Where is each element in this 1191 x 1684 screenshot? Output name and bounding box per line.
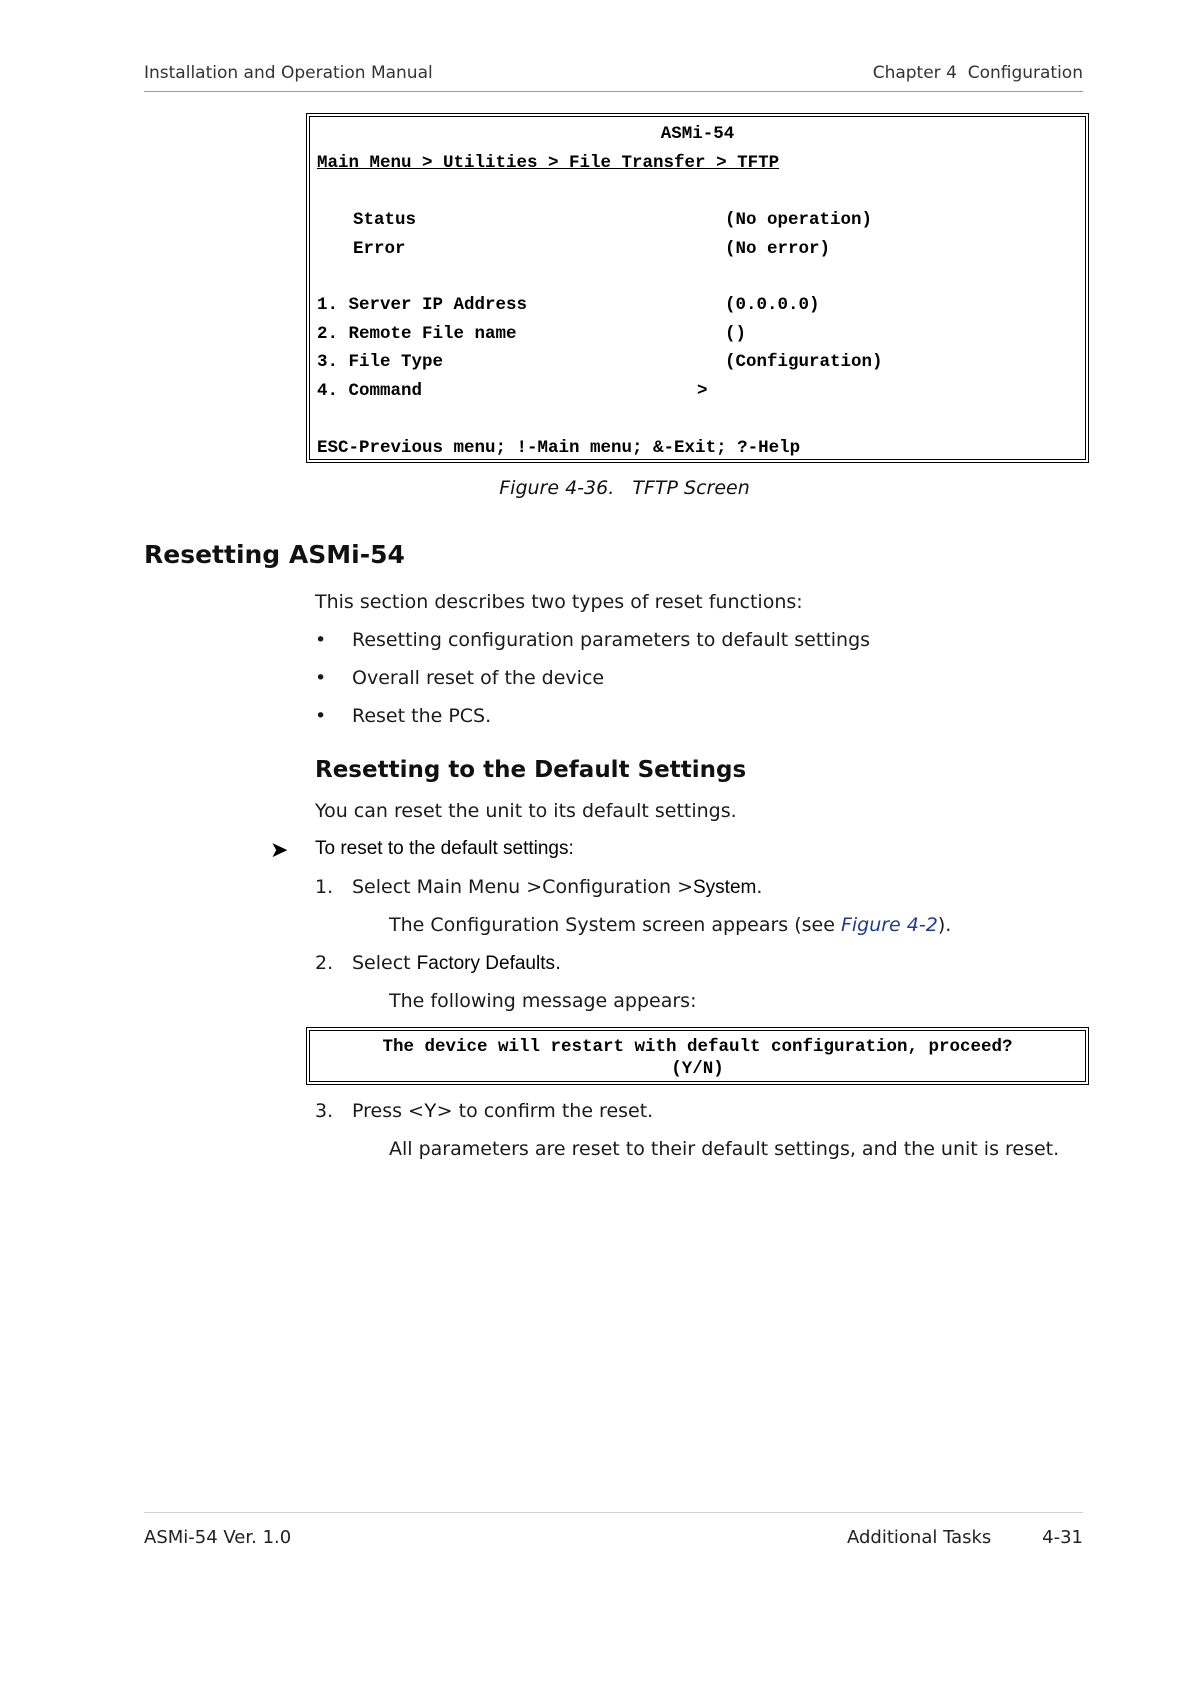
figure-number: Figure 4-36.	[499, 477, 615, 499]
terminal-footer-keys: ESC-Previous menu; !-Main menu; &-Exit; ?-Help	[317, 438, 801, 458]
header-chapter: Chapter 4 Configuration	[872, 63, 1083, 83]
step-text: Select	[352, 952, 417, 974]
procedure-title: To reset to the default settings:	[315, 838, 574, 859]
step-suffix: .	[554, 952, 562, 974]
figure-link[interactable]: Figure 4-2	[840, 914, 938, 936]
terminal-breadcrumb: Main Menu > Utilities > File Transfer > TFTP	[317, 153, 780, 173]
step-suffix: > to confirm the reset.	[436, 1100, 654, 1122]
page-header	[144, 63, 1083, 92]
menu-item-remote-file: 2. Remote File name	[317, 324, 517, 344]
menu-item-command: 4. Command	[317, 381, 423, 401]
step-text: Press <	[352, 1100, 424, 1122]
step-emphasis: System	[693, 877, 757, 898]
step-3-note: All parameters are reset to their default settings, and the unit is reset.	[389, 1138, 1060, 1160]
bullet-mark: •	[315, 629, 327, 651]
bullet-item: Overall reset of the device	[352, 667, 605, 689]
page-footer	[144, 1512, 1083, 1548]
note-text: The Configuration System screen appears (see	[389, 914, 841, 936]
menu-item-server-ip: 1. Server IP Address	[317, 295, 528, 315]
error-label: Error	[353, 239, 406, 259]
message-line-2: (Y/N)	[671, 1059, 724, 1079]
step-number: 3.	[315, 1100, 334, 1122]
step-text: Select Main Menu >Configuration >	[352, 876, 693, 898]
tftp-terminal-screen	[306, 113, 1089, 463]
header-manual-title: Installation and Operation Manual	[144, 63, 433, 83]
procedure-arrow-icon: ➤	[270, 838, 289, 863]
step-1-note	[389, 914, 951, 936]
footer-page-number: 4-31	[1042, 1527, 1083, 1548]
status-label: Status	[353, 210, 417, 230]
bullet-mark: •	[315, 667, 327, 689]
step-3-text	[352, 1100, 653, 1123]
step-emphasis: Y	[423, 1101, 437, 1122]
bullet-item: Resetting configuration parameters to default settings	[352, 629, 871, 651]
bullet-item: Reset the PCS.	[352, 705, 492, 727]
server-ip-value: (0.0.0.0)	[725, 295, 820, 315]
section-intro: This section describes two types of reset functions:	[315, 591, 803, 613]
status-value: (No operation)	[725, 210, 873, 230]
subsection-title: Resetting to the Default Settings	[315, 757, 747, 783]
subsection-intro: You can reset the unit to its default settings.	[315, 800, 737, 822]
footer-version: ASMi-54 Ver. 1.0	[144, 1527, 292, 1548]
message-line-1: The device will restart with default configuration, proceed?	[382, 1037, 1013, 1057]
step-number: 2.	[315, 952, 334, 974]
error-value: (No error)	[725, 239, 831, 259]
step-number: 1.	[315, 876, 334, 898]
step-2-text	[352, 952, 561, 975]
step-suffix: .	[756, 876, 763, 898]
confirm-message-box	[306, 1027, 1089, 1085]
section-title: Resetting ASMi-54	[144, 540, 405, 569]
remote-file-value: ()	[725, 324, 747, 344]
step-emphasis: Factory Defaults	[416, 953, 555, 974]
command-value: >	[697, 381, 708, 401]
figure-title: TFTP Screen	[632, 477, 750, 499]
bullet-mark: •	[315, 705, 327, 727]
footer-section: Additional Tasks	[847, 1527, 992, 1548]
figure-caption	[0, 477, 1191, 499]
terminal-title: ASMi-54	[660, 124, 735, 144]
note-suffix: ).	[937, 914, 952, 936]
step-1-text	[352, 876, 762, 899]
file-type-value: (Configuration)	[725, 352, 883, 372]
step-2-note: The following message appears:	[389, 990, 697, 1012]
menu-item-file-type: 3. File Type	[317, 352, 444, 372]
